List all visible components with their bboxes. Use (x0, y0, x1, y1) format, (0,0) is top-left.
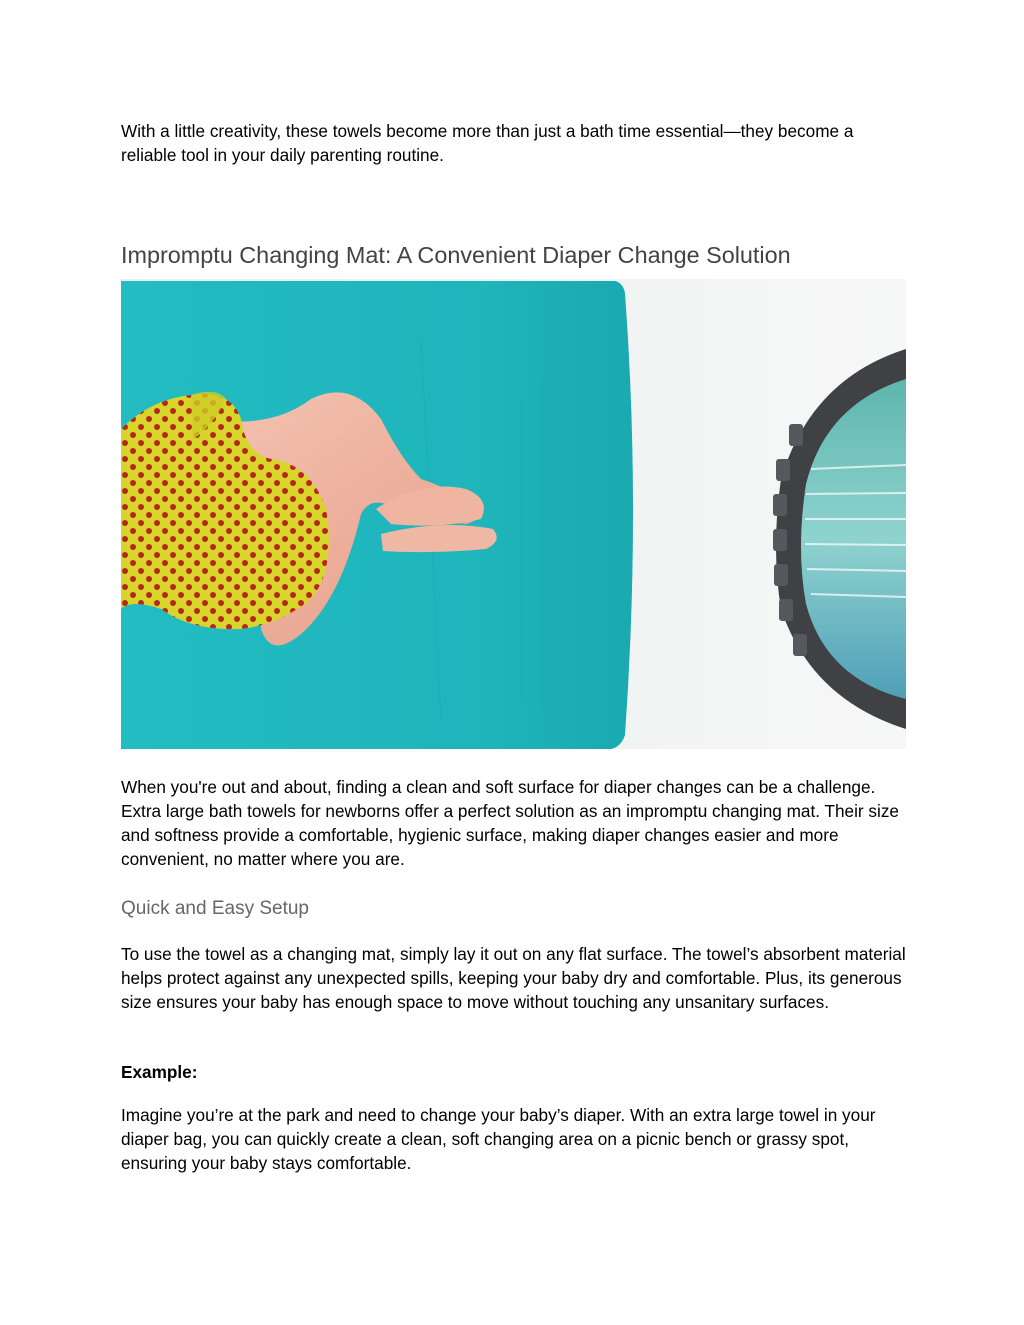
section-heading: Impromptu Changing Mat: A Convenient Diaper Change Solution (121, 242, 791, 268)
subsection-heading: Quick and Easy Setup (121, 898, 309, 919)
example-paragraph: Imagine you’re at the park and need to change your baby’s diaper. With an extra large towel in your diaper bag, you can quickly create a clean, soft changing area on a picnic bench or grassy spot, ensuring your baby stays comfortable. (121, 1105, 876, 1173)
subsection-body-paragraph: To use the towel as a changing mat, simply lay it out on any flat surface. The towel’s absorbent material helps protect against any unexpected spills, keeping your baby dry and comfortable. Plus, its generous size ensures your baby has enough space to move without touching any unsanitary surfaces. (121, 944, 906, 1012)
example-label: Example: (121, 1062, 198, 1082)
baby-on-changing-towel-photo (121, 279, 906, 749)
intro-paragraph: With a little creativity, these towels become more than just a bath time essential—they become a reliable tool in your daily parenting routine. (121, 121, 854, 165)
section-body-paragraph: When you're out and about, finding a clean and soft surface for diaper changes can be a challenge. Extra large bath towels for newborns offer a perfect solution as an impromptu changing mat. Their size and softness provide a comfortable, hygienic surface, making diaper changes easier and more convenient, no matter where you are. (121, 777, 899, 869)
